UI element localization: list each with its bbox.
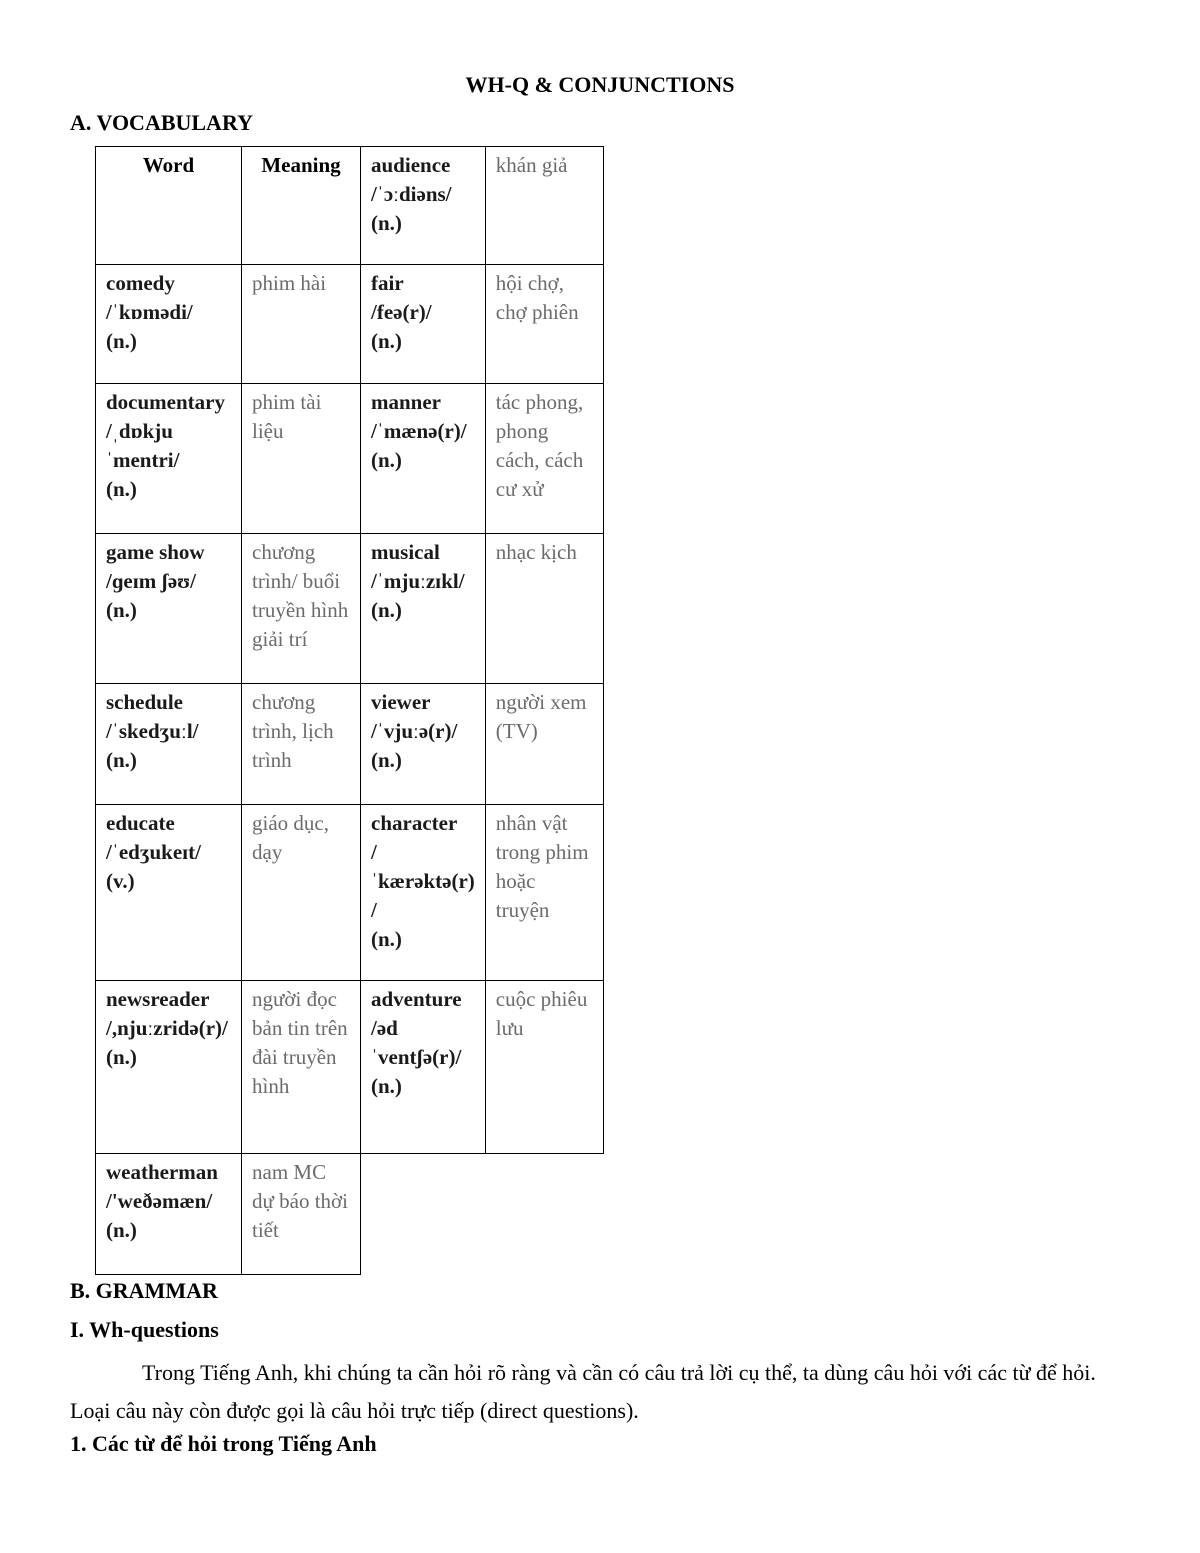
vocab-word-line: (n.) <box>371 329 402 353</box>
vocab-meaning-line: tiết <box>252 1218 279 1242</box>
vocab-word-line: newsreader <box>106 987 210 1011</box>
vocab-word <box>361 684 486 805</box>
vocab-word-line: /ˈskedʒuːl/ <box>106 719 199 743</box>
vocab-word <box>361 384 486 534</box>
vocab-meaning-line: bản tin trên <box>252 1016 348 1040</box>
vocab-word <box>96 684 242 805</box>
table-row <box>96 805 604 981</box>
intro-paragraph <box>70 1354 1120 1430</box>
vocab-meaning <box>242 981 361 1154</box>
vocab-word-line: (n.) <box>371 1074 402 1098</box>
vocab-meaning-line: chợ phiên <box>495 300 579 324</box>
table-row <box>96 1154 604 1275</box>
vocabulary-table <box>95 146 604 1275</box>
vocab-word-line: viewer <box>371 690 431 714</box>
intro-paragraph-text: Trong Tiếng Anh, khi chúng ta cần hỏi rõ ràng và cần có câu trả lời cụ thể, ta dùng câu hỏi với các từ để hỏi. Loại câu này còn được gọi là câu hỏi trực tiếp (direct questions). <box>70 1360 1096 1423</box>
vocab-meaning <box>485 534 603 684</box>
vocab-meaning-line: cách, cách <box>495 448 584 472</box>
vocab-meaning-line: hình <box>252 1074 290 1098</box>
vocab-word <box>96 981 242 1154</box>
vocab-word-line: (n.) <box>371 211 402 235</box>
section-heading-vocabulary: A. VOCABULARY <box>70 110 253 135</box>
vocab-meaning-line: phong <box>495 419 549 443</box>
vocab-word-line: /'weðəmæn/ <box>106 1189 213 1213</box>
vocab-word-line: character <box>371 811 458 835</box>
vocab-meaning-line: dạy <box>252 840 283 864</box>
vocab-word <box>361 805 486 981</box>
vocab-word-line: / <box>371 840 377 864</box>
vocab-meaning <box>242 534 361 684</box>
vocab-word-line: /ˈɔːdiəns/ <box>371 182 452 206</box>
empty-cell <box>485 1154 603 1275</box>
vocab-meaning-line: nam MC <box>252 1160 327 1184</box>
vocab-word-line: /ˈvjuːə(r)/ <box>371 719 458 743</box>
table-row <box>96 384 604 534</box>
vocab-word-line: weatherman <box>106 1160 218 1184</box>
vocab-meaning-line: trình/ buổi <box>252 569 341 593</box>
vocab-word-line: /ɡeɪm ʃəʊ/ <box>106 569 196 593</box>
vocab-meaning-line: (TV) <box>495 719 538 743</box>
vocab-word-line: /,njuːzridə(r)/ <box>106 1016 228 1040</box>
vocab-word-line: manner <box>371 390 441 414</box>
vocab-word <box>361 534 486 684</box>
vocab-word-line: (v.) <box>106 869 135 893</box>
vocab-meaning-line: giáo dục, <box>252 811 329 835</box>
vocab-word-line: adventure <box>371 987 462 1011</box>
vocab-word <box>96 805 242 981</box>
vocab-meaning-line: khán giả <box>495 153 568 177</box>
vocab-meaning <box>485 265 603 384</box>
vocab-word <box>361 981 486 1154</box>
vocab-word-line: (n.) <box>371 598 402 622</box>
table-row <box>96 981 604 1154</box>
vocab-word-line: (n.) <box>106 329 137 353</box>
vocab-meaning-line: hội chợ, <box>495 271 565 295</box>
vocab-meaning <box>242 805 361 981</box>
vocab-meaning-line: phim tài <box>252 390 322 414</box>
vocab-meaning-line: chương <box>252 540 316 564</box>
vocab-meaning-line: cư xử <box>495 477 544 501</box>
vocab-word-line: / <box>371 898 377 922</box>
vocab-word-line: (n.) <box>371 448 402 472</box>
vocab-word-line: /ˈmænə(r)/ <box>371 419 467 443</box>
vocab-meaning-line: hoặc <box>495 869 536 893</box>
vocab-meaning <box>485 147 603 265</box>
vocab-meaning-line: tác phong, <box>495 390 584 414</box>
vocab-word-line: /ˈedʒukeɪt/ <box>106 840 202 864</box>
empty-cell <box>361 1154 486 1275</box>
vocab-word <box>96 534 242 684</box>
vocab-word-line: (n.) <box>371 927 402 951</box>
section-heading-grammar: B. GRAMMAR <box>70 1278 218 1303</box>
vocab-word-line: fair <box>371 271 404 295</box>
vocab-word <box>361 147 486 265</box>
vocab-word-line: /ˈkɒmədi/ <box>106 300 193 324</box>
vocab-meaning-line: truyện <box>495 898 550 922</box>
vocab-meaning-line: phim hài <box>252 271 327 295</box>
vocab-word-line: documentary <box>106 390 225 414</box>
vocab-word-line: ˈventʃə(r)/ <box>371 1045 462 1069</box>
subsection-heading-question-words: 1. Các từ để hỏi trong Tiếng Anh <box>70 1431 377 1456</box>
vocab-word-line: /əd <box>371 1016 398 1040</box>
vocab-meaning <box>242 384 361 534</box>
vocab-word <box>96 1154 242 1275</box>
vocab-meaning-line: chương <box>252 690 316 714</box>
vocab-word <box>361 265 486 384</box>
vocab-meaning-line: trong phim <box>495 840 589 864</box>
vocab-word-line: (n.) <box>371 748 402 772</box>
table-row <box>96 684 604 805</box>
vocab-word-line: ˈkærəktə(r) <box>371 869 475 893</box>
vocab-meaning <box>242 1154 361 1275</box>
vocab-meaning <box>485 384 603 534</box>
subsection-heading-wh-questions: I. Wh-questions <box>70 1317 219 1342</box>
vocab-word-line: game show <box>106 540 205 564</box>
vocab-word <box>96 384 242 534</box>
vocab-meaning <box>242 684 361 805</box>
vocab-word-line: (n.) <box>106 477 137 501</box>
vocab-meaning-line: người xem <box>495 690 587 714</box>
vocab-meaning <box>242 265 361 384</box>
vocab-word-line: /ˌdɒkju <box>106 419 173 443</box>
vocab-word-line: schedule <box>106 690 184 714</box>
vocab-word-line: ˈmentri/ <box>106 448 180 472</box>
vocab-word-line: (n.) <box>106 748 137 772</box>
vocab-word-line: musical <box>371 540 440 564</box>
vocab-word-line: (n.) <box>106 1045 137 1069</box>
vocab-meaning-line: nhân vật <box>495 811 568 835</box>
vocab-meaning-line: truyền hình <box>252 598 349 622</box>
vocab-word-line: (n.) <box>106 598 137 622</box>
vocab-meaning-line: cuộc phiêu <box>495 987 588 1011</box>
vocab-meaning-line: đài truyền <box>252 1045 337 1069</box>
vocab-word-line: audience <box>371 153 451 177</box>
table-row <box>96 534 604 684</box>
table-row <box>96 147 604 265</box>
header-word: Word <box>96 147 242 265</box>
vocab-meaning <box>485 805 603 981</box>
vocab-meaning-line: trình <box>252 748 292 772</box>
vocab-meaning-line: trình, lịch <box>252 719 334 743</box>
vocab-meaning-line: lưu <box>495 1016 524 1040</box>
vocab-word-line: /feə(r)/ <box>371 300 432 324</box>
vocab-meaning-line: liệu <box>252 419 284 443</box>
vocab-word-line: (n.) <box>106 1218 137 1242</box>
vocab-meaning <box>485 981 603 1154</box>
vocab-meaning-line: giải trí <box>252 627 308 651</box>
document-title: WH-Q & CONJUNCTIONS <box>465 72 735 97</box>
vocab-word-line: /ˈmjuːzɪkl/ <box>371 569 465 593</box>
vocab-word-line: educate <box>106 811 175 835</box>
vocab-meaning-line: dự báo thời <box>252 1189 348 1213</box>
header-meaning: Meaning <box>242 147 361 265</box>
vocab-meaning <box>485 684 603 805</box>
vocab-word <box>96 265 242 384</box>
table-row <box>96 265 604 384</box>
vocab-word-line: comedy <box>106 271 175 295</box>
vocab-meaning-line: nhạc kịch <box>495 540 577 564</box>
vocab-meaning-line: người đọc <box>252 987 337 1011</box>
